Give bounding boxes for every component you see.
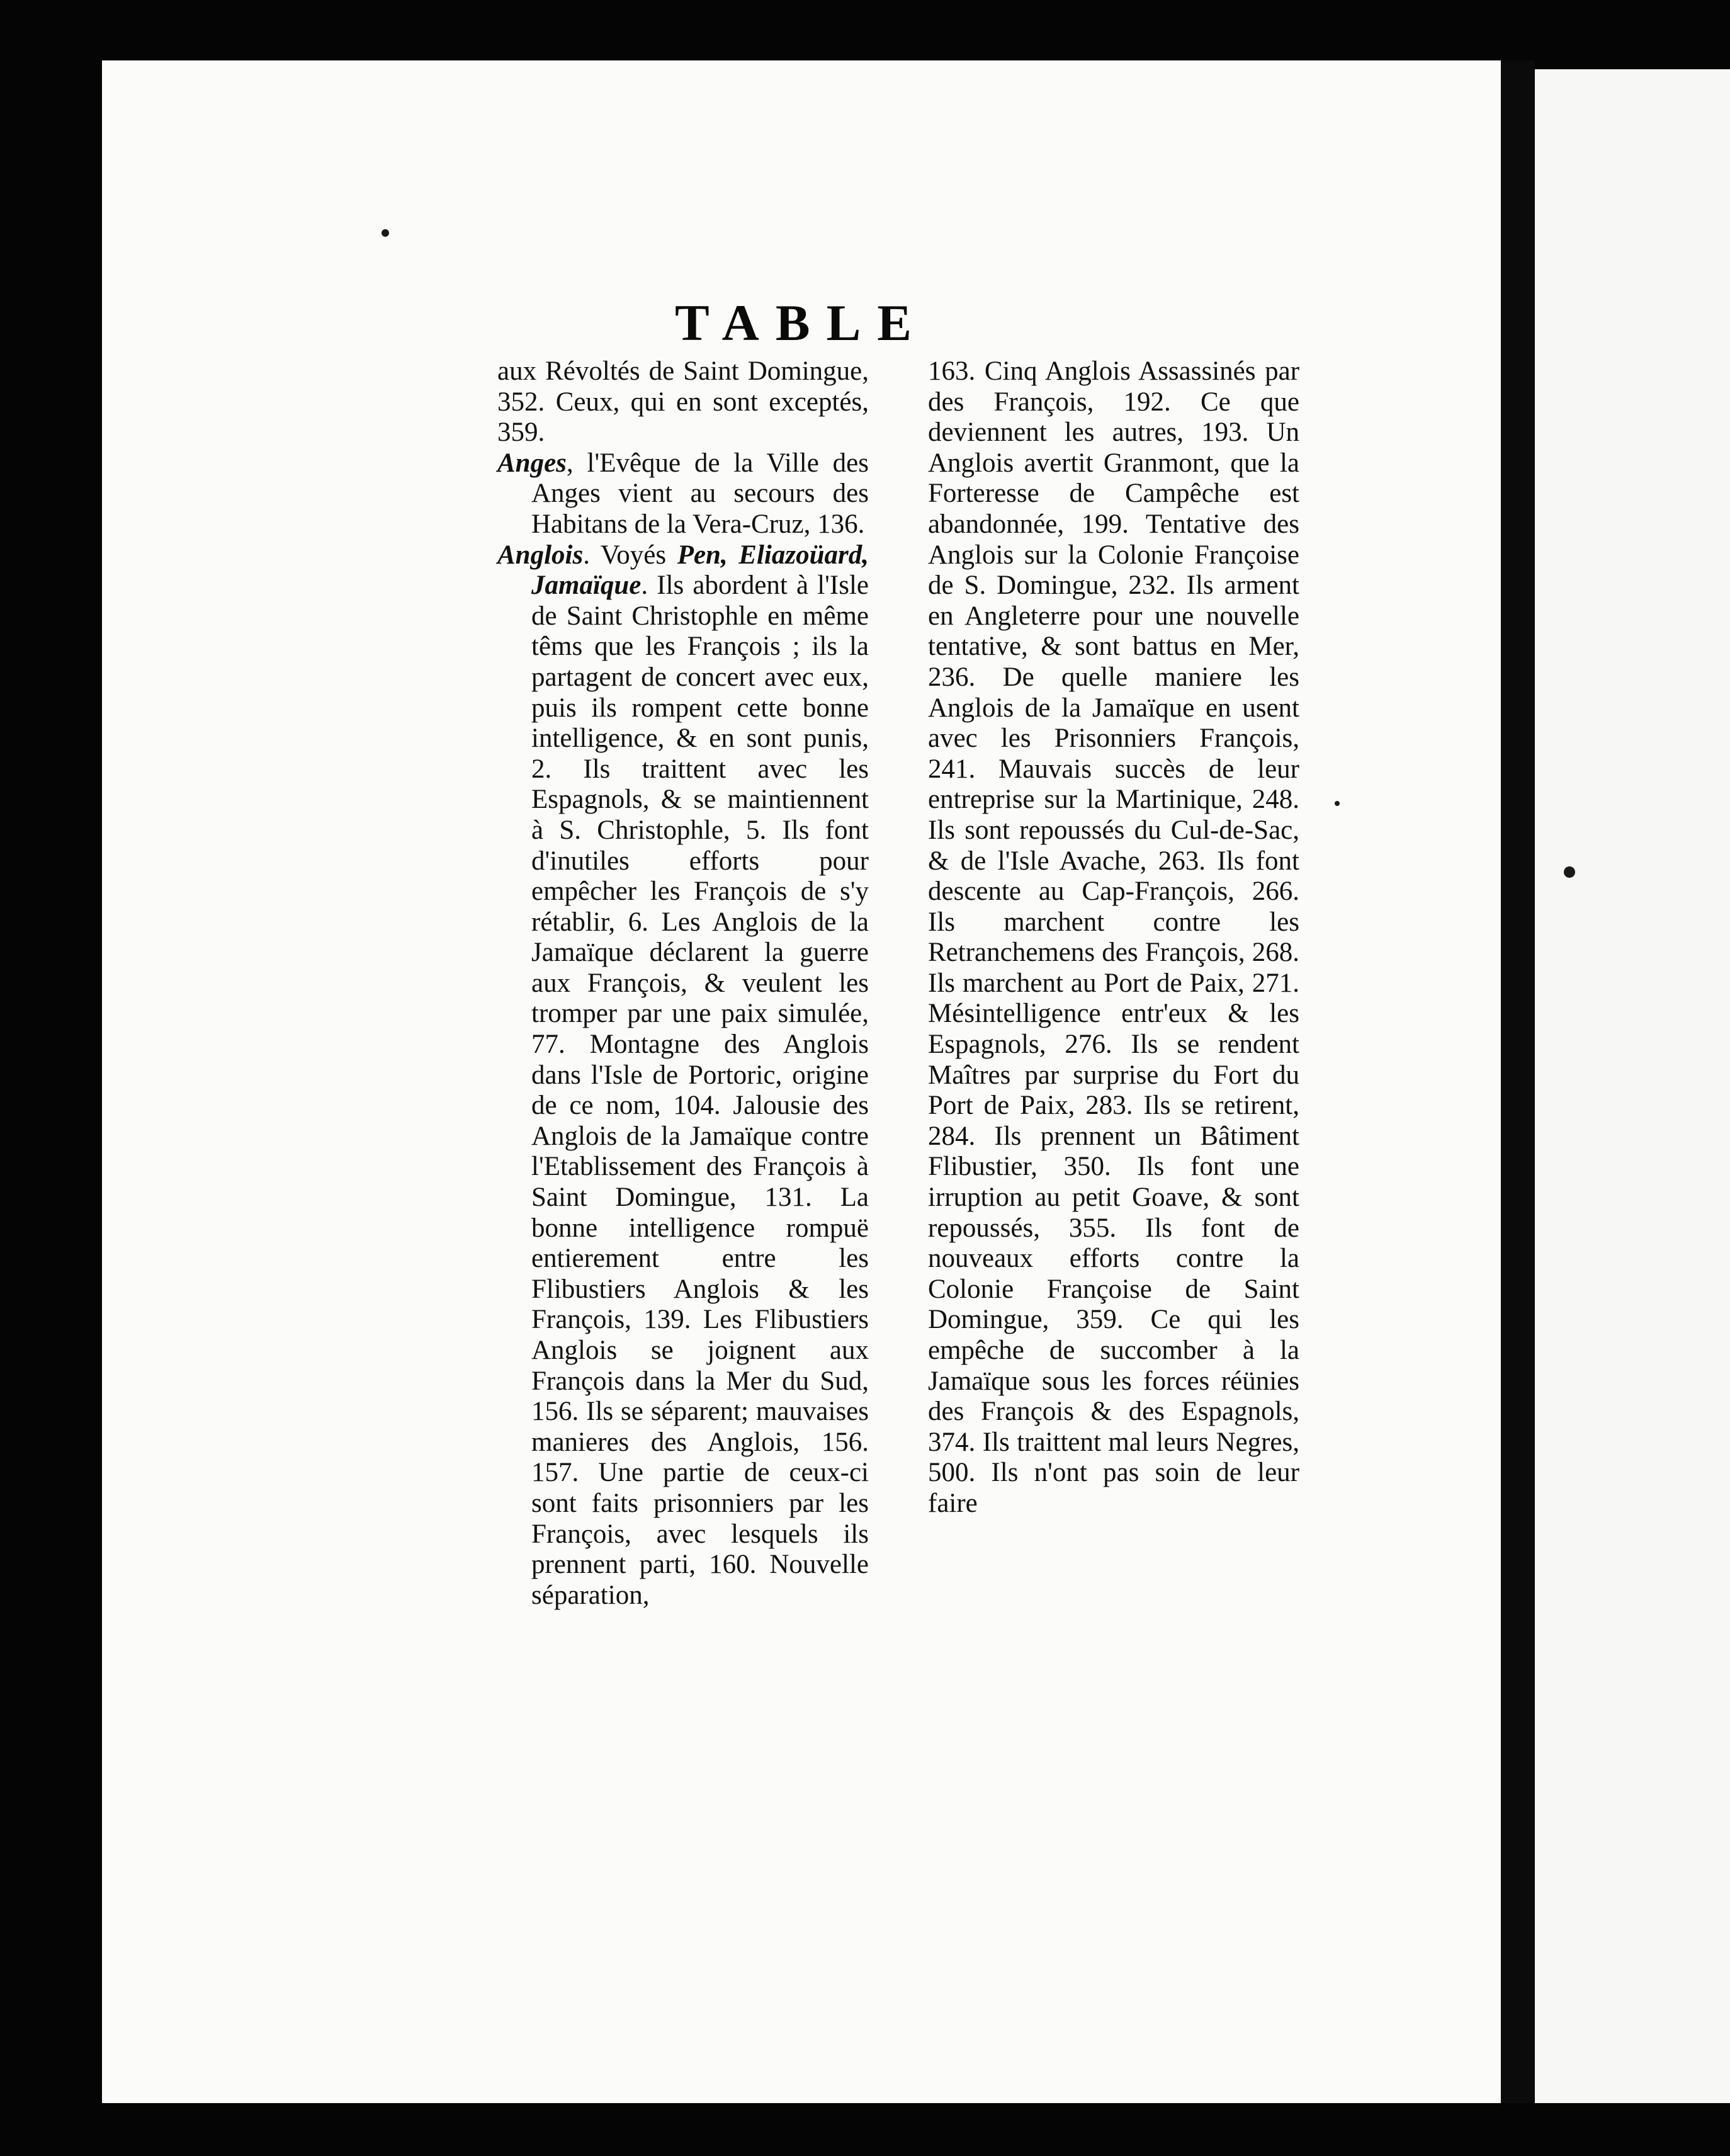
index-column-right (928, 356, 1299, 1519)
entry-headword: Anges (497, 448, 567, 478)
entry-text: , l'Evêque de la Ville des Anges vient au secours des Habitans de la Vera-Cruz, 136. (531, 448, 869, 539)
page-title: TABLE (675, 294, 928, 351)
index-entry-continued (497, 356, 869, 448)
entry-text: aux Révoltés de Saint Domingue, 352. Ceux, qui en sont exceptés, 359. (497, 356, 869, 448)
book-page (102, 60, 1501, 2103)
page-gutter (1501, 60, 1535, 2103)
paper-speck (1564, 866, 1575, 878)
entry-xref-intro: . Voyés (583, 540, 677, 570)
index-entry-anges (497, 448, 869, 540)
entry-cross-reference: Pen, Eliazoüard, Jamaïque (531, 540, 869, 601)
adjacent-page-edge (1535, 69, 1730, 2103)
index-entry-anglois (497, 540, 869, 1611)
entry-text: 163. Cinq Anglois Assassinés par des François, 192. Ce que deviennent les autres, 193. Un Anglois avertit Granmont, que la Forteresse de Campêche est abandonnée, 199. Tentative des Anglois sur la Colonie Françoise de S. Domingue, 232. Ils arment en Angleterre pour une nouvelle tentative, & sont battus en Mer, 236. De quelle maniere les Anglois de la Jamaïque en usent avec les Prisonniers François, 241. Mauvais succès de leur entreprise sur la Martinique, 248. Ils sont repoussés du Cul-de-Sac, & de l'Isle Avache, 263. Ils font descente au Cap-François, 266. Ils marchent contre les Retranchemens des François, 268. Ils marchent au Port de Paix, 271. Mésintelligence entr'eux & les Espagnols, 276. Ils se rendent Maîtres par surprise du Fort du Port de Paix, 283. Ils se retirent, 284. Ils prennent un Bâtiment Flibustier, 350. Ils font une irruption au petit Goave, & sont repoussés, 355. Ils font de nouveaux efforts contre la Colonie Françoise de Saint Domingue, 359. Ce qui les empêche de succomber à la Jamaïque sous les forces réünies des François & des Espagnols, 374. Ils traittent mal leurs Negres, 500. Ils n'ont pas soin de leur faire (928, 356, 1299, 1518)
entry-headword: Anglois (497, 540, 584, 570)
index-column-left (497, 356, 869, 1611)
paper-speck (382, 229, 389, 237)
paper-speck (1335, 801, 1340, 806)
entry-text: . Ils abordent à l'Isle de Saint Christophle en même têms que les François ; ils la partagent de concert avec eux, puis ils rompent cette bonne intelligence, & en sont punis, 2. Ils traittent avec les Espagnols, & se maintiennent à S. Christophle, 5. Ils font d'inutiles efforts pour empêcher les François de s'y rétablir, 6. Les Anglois de la Jamaïque déclarent la guerre aux François, & veulent les tromper par une paix simulée, 77. Montagne des Anglois dans l'Isle de Portoric, origine de ce nom, 104. Jalousie des Anglois de la Jamaïque contre l'Etablissement des François à Saint Domingue, 131. La bonne intelligence rompuë entierement entre les Flibustiers Anglois & les François, 139. Les Flibustiers Anglois se joignent aux François dans la Mer du Sud, 156. Ils se séparent; mauvaises manieres des Anglois, 156. 157. Une partie de ceux-ci sont faits prisonniers par les François, avec lesquels ils prennent parti, 160. Nouvelle séparation, (531, 570, 869, 1610)
index-entry-anglois-continued (928, 356, 1299, 1519)
